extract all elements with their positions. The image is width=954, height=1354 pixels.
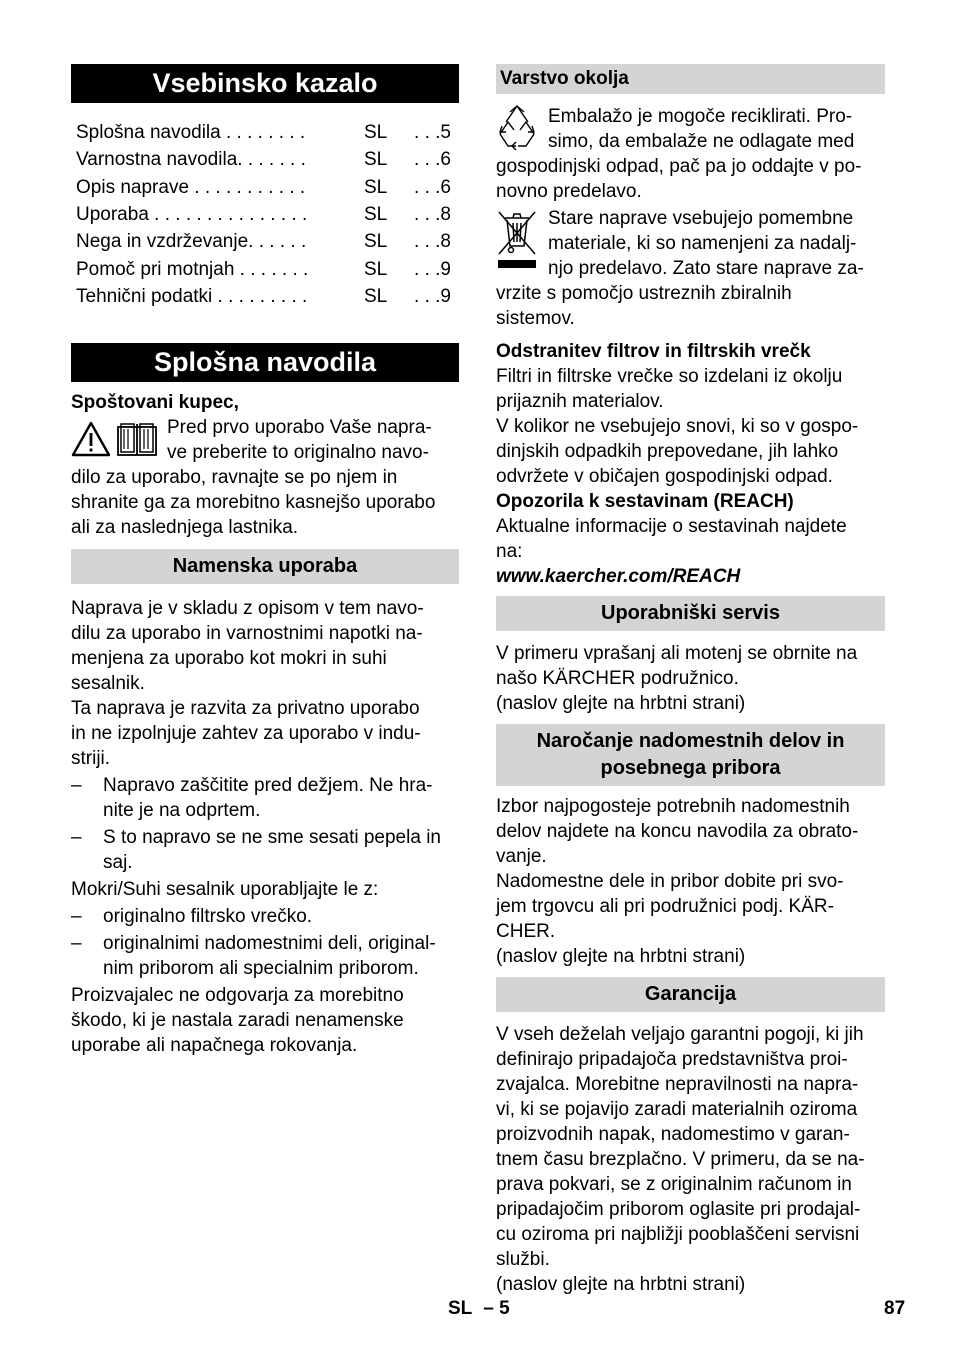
- weee-icon-box: [496, 206, 538, 274]
- toc-language: SL: [364, 285, 388, 307]
- dash-marker: –: [71, 933, 82, 955]
- list-item: [71, 773, 459, 823]
- toc-language: SL: [364, 176, 388, 198]
- weee-paragraph: [496, 206, 885, 331]
- text-line: V vseh deželah veljajo garantni pogoji, ki jih: [496, 1024, 864, 1045]
- text-line: striji.: [71, 748, 111, 770]
- reach-url[interactable]: www.kaercher.com/REACH: [496, 566, 741, 587]
- parts-paragraph-2: [496, 869, 885, 969]
- text-line: sistemov.: [496, 308, 575, 329]
- text-line: materiale, ki so namenjeni za nadalj-: [548, 233, 857, 254]
- filter-paragraph-1: [496, 364, 885, 414]
- toc-language: SL: [364, 258, 388, 280]
- text-line: novno predelavo.: [496, 181, 642, 202]
- toc-page: . . .6: [414, 149, 451, 171]
- toc-row[interactable]: [71, 283, 459, 310]
- text-line: gospodinjski odpad, pač pa jo oddajte v po-: [496, 156, 862, 177]
- text-line: Filtri in filtrske vrečke so izdelani iz okolju: [496, 366, 843, 387]
- intended-use-heading: Namenska uporaba: [71, 549, 459, 584]
- text-line: V primeru vprašanj ali motenj se obrnite na: [496, 643, 858, 664]
- text-line: pripadajočim priborom oglasite pri prodajal-: [496, 1199, 861, 1220]
- general-heading: Splošna navodila: [71, 343, 459, 382]
- text-line: na:: [496, 541, 523, 562]
- text-line: prava pokvari, se z originalnim računom in: [496, 1174, 852, 1195]
- service-heading: Uporabniški servis: [496, 596, 885, 631]
- text-line: (naslov glejte na hrbtni strani): [496, 1274, 746, 1295]
- filter-paragraph-2: [496, 414, 885, 489]
- text-line: dilu za uporabo in varnostnimi napotki na-: [71, 623, 423, 645]
- text-line: menjena za uporabo kot mokri in suhi: [71, 648, 387, 670]
- toc-heading: Vsebinsko kazalo: [71, 64, 459, 103]
- manual-book-icon: [118, 424, 156, 455]
- toc-page: . . .9: [414, 285, 451, 307]
- toc-language: SL: [364, 204, 388, 226]
- toc-page: . . .8: [414, 204, 451, 226]
- text-line: Embalažo je mogoče reciklirati. Pro-: [548, 106, 853, 127]
- text-line: definirajo pripadajoča predstavništva proi-: [496, 1049, 848, 1070]
- service-paragraph: [496, 641, 885, 716]
- text-line: vanje.: [496, 846, 547, 867]
- recycle-rest-text: [496, 154, 885, 204]
- use-only-text: Mokri/Suhi sesalnik uporabljajte le z:: [71, 879, 379, 901]
- intended-use-list: [71, 773, 459, 875]
- list-item-text: Napravo zaščitite pred dežjem. Ne hra- nite je na odprtem.: [103, 775, 433, 822]
- text-line: dilo za uporabo, ravnajte se po njem in: [71, 467, 398, 489]
- recycle-icon-box: [496, 104, 538, 152]
- text-line: jem trgovcu ali pri podružnici podj. KÄR-: [496, 896, 834, 917]
- dash-marker: –: [71, 827, 82, 849]
- text-line: V kolikor ne vsebujejo snovi, ki so v gospo-: [496, 416, 859, 437]
- weee-rest-text: [496, 281, 885, 331]
- list-item: [71, 904, 459, 929]
- text-line: ali za naslednjega lastnika.: [71, 517, 299, 539]
- text-line: sesalnik.: [71, 673, 145, 695]
- toc-row[interactable]: [71, 146, 459, 173]
- dash-marker: –: [71, 775, 82, 797]
- toc-row[interactable]: [71, 174, 459, 201]
- text-line: shranite ga za morebitno kasnejšo uporabo: [71, 492, 436, 514]
- intro-paragraph: [71, 415, 459, 540]
- text-line: zvajalca. Morebitne nepravilnosti na napra-: [496, 1074, 859, 1095]
- text-line: uporabe ali napačnega rokovanja.: [71, 1035, 358, 1057]
- right-column: [496, 64, 885, 1297]
- recycle-icon: [496, 104, 538, 152]
- footer-page-number: 87: [884, 1298, 906, 1319]
- text-line: dinjskih odpadkih prepovedane, jih lahko: [496, 441, 839, 462]
- text-line: Izbor najpogosteje potrebnih nadomestnih: [496, 796, 850, 817]
- toc-page: . . .9: [414, 258, 451, 280]
- text-line: in ne izpolnjuje zahtev za uporabo v indu-: [71, 723, 421, 745]
- warranty-paragraph: [496, 1022, 885, 1297]
- text-line: njo predelavo. Zato stare naprave za-: [548, 258, 864, 279]
- warranty-heading: Garancija: [496, 977, 885, 1012]
- parts-paragraph-1: [496, 794, 885, 869]
- liability-paragraph: [71, 983, 459, 1058]
- toc-row[interactable]: [71, 119, 459, 146]
- toc-title: Tehnični podatki . . . . . . . . .: [76, 285, 308, 307]
- text-line: Nadomestne dele in pribor dobite pri svo-: [496, 871, 844, 892]
- crossed-out-bin-icon: [496, 206, 538, 274]
- text-line: našo KÄRCHER podružnico.: [496, 668, 739, 689]
- list-item-text: S to napravo se ne sme sesati pepela in saj.: [103, 827, 441, 874]
- text-line: Pred prvo uporabo Vaše napra-: [167, 417, 432, 439]
- toc-title: Varnostna navodila. . . . . . .: [76, 149, 306, 171]
- reach-paragraph: [496, 514, 885, 564]
- text-line: cu oziroma pri najbližji pooblaščeni servisni: [496, 1224, 860, 1245]
- text-line: vi, ki se pojavijo zaradi materialnih oziroma: [496, 1099, 858, 1120]
- footer-section-page: – 5: [483, 1298, 510, 1319]
- text-line: tnem času brezplačno. V primeru, da se na-: [496, 1149, 865, 1170]
- toc-title: Pomoč pri motnjah . . . . . . .: [76, 258, 309, 280]
- use-only-list: [71, 904, 459, 981]
- parts-heading: [496, 724, 885, 786]
- left-column: [71, 64, 459, 1058]
- footer-language: SL: [448, 1298, 472, 1319]
- text-line: Naprava je v skladu z opisom v tem navo-: [71, 598, 424, 620]
- text-line: delov najdete na koncu navodila za obrato-: [496, 821, 859, 842]
- list-item-text: originalnimi nadomestnimi deli, original- nim priborom ali specialnim priborom.: [103, 933, 436, 980]
- heading-line: Naročanje nadomestnih delov in: [536, 730, 845, 752]
- list-item: [71, 931, 459, 981]
- toc-row[interactable]: [71, 201, 459, 228]
- list-item-text: originalno filtrsko vrečko.: [103, 906, 313, 928]
- text-line: službi.: [496, 1249, 550, 1270]
- text-line: (naslov glejte na hrbtni strani): [496, 946, 746, 967]
- toc-language: SL: [364, 122, 388, 144]
- toc-language: SL: [364, 231, 388, 253]
- warning-icons: [71, 419, 159, 459]
- text-line: Stare naprave vsebujejo pomembne: [548, 208, 854, 229]
- footer-section: [448, 1298, 510, 1320]
- intended-use-paragraph-2: [71, 696, 459, 771]
- text-line: vrzite s pomočjo ustreznih zbiralnih: [496, 283, 792, 304]
- text-line: CHER.: [496, 921, 556, 942]
- toc-title: Uporaba . . . . . . . . . . . . . . .: [76, 204, 308, 226]
- recycle-paragraph: [496, 104, 885, 204]
- recycle-float-text: [496, 104, 885, 154]
- text-line: škodo, ki je nastala zaradi nenamenske: [71, 1010, 404, 1032]
- intro-rest-text: [71, 465, 459, 540]
- toc-page: . . .6: [414, 176, 451, 198]
- reach-heading: Opozorila k sestavinam (REACH): [496, 491, 794, 512]
- text-line: Proizvajalec ne odgovarja za morebitno: [71, 985, 404, 1007]
- environment-heading: Varstvo okolja: [496, 64, 885, 94]
- weee-float-text: [496, 206, 885, 281]
- toc-language: SL: [364, 149, 388, 171]
- toc-title: Nega in vzdrževanje. . . . . .: [76, 231, 307, 253]
- text-line: Aktualne informacije o sestavinah najdete: [496, 516, 847, 537]
- filter-heading: Odstranitev filtrov in filtrskih vrečk: [496, 341, 811, 362]
- heading-line: posebnega pribora: [600, 757, 781, 779]
- toc-page: . . .5: [414, 122, 451, 144]
- dear-customer: Spoštovani kupec,: [71, 392, 239, 414]
- text-line: prijaznih materialov.: [496, 391, 664, 412]
- toc-page: . . .8: [414, 231, 451, 253]
- text-line: Ta naprava je razvita za privatno uporabo: [71, 698, 420, 720]
- toc-row[interactable]: [71, 228, 459, 255]
- warning-triangle-icon: [71, 419, 159, 459]
- toc-title: Splošna navodila . . . . . . . .: [76, 122, 306, 144]
- list-item: [71, 825, 459, 875]
- toc-row[interactable]: [71, 255, 459, 282]
- text-line: proizvodnih napak, nadomestimo v garan-: [496, 1124, 850, 1145]
- text-line: ve preberite to originalno navo-: [167, 442, 429, 464]
- dash-marker: –: [71, 906, 82, 928]
- intended-use-paragraph-1: [71, 596, 459, 696]
- text-line: odvržete v običajen gospodinjski odpad.: [496, 466, 833, 487]
- text-line: (naslov glejte na hrbtni strani): [496, 693, 746, 714]
- text-line: simo, da embalaže ne odlagate med: [548, 131, 855, 152]
- table-of-contents: [71, 119, 459, 310]
- toc-title: Opis naprave . . . . . . . . . . .: [76, 176, 306, 198]
